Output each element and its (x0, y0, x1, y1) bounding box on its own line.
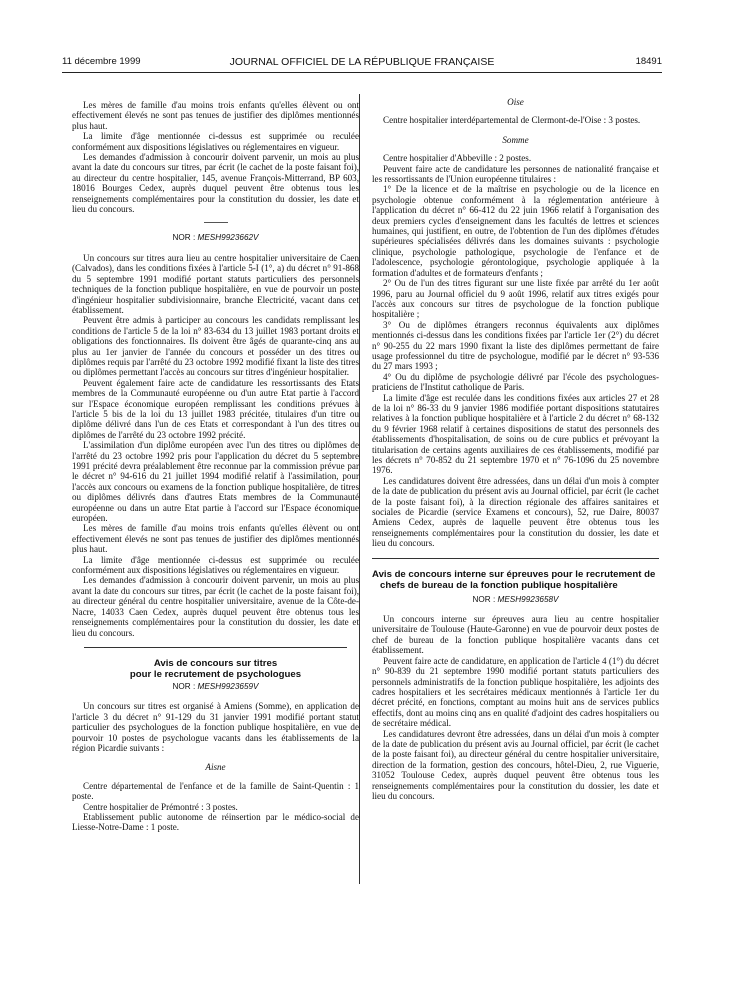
nor-label: NOR : (172, 233, 196, 243)
region-heading: Aisne (205, 762, 226, 773)
separator (204, 222, 228, 223)
left-column (72, 100, 359, 833)
paragraph: Les candidatures devront être adressées, dans un délai d'un mois à compter de la date de publication du présent avis au Journal officiel, par écrit (le cachet de la poste faisant foi), au directeur général du centre hospitalier universitaire, direction de la formation, gestion des concours, hôtel-Dieu, 2, rue Viguerie, 31052 Toulouse Cedex, auprès duquel peuvent être obtenus tous les renseignements complémentaires pour la constitution du dossier, les date et lieu du concours. (372, 728, 659, 801)
page-header (62, 56, 662, 73)
right-column (372, 97, 659, 801)
paragraph: Un concours sur titres est organisé à Amiens (Somme), en application de l'article 3 du décret n° 91-129 du 31 janvier 1991 modifié portant statut particulier des psychologues de la fonction publique hospitalière, en vue de pourvoir 10 postes de psychologue vacants dans les établissements de la région Picardie suivants : (72, 701, 359, 753)
paragraph: 2° Ou de l'un des titres figurant sur une liste fixée par arrêté du 1er août 1996, paru au Journal officiel du 9 août 1996, relatif aux titres exigés pour l'accès aux concours sur titres de psychologue de la fonction publique hospitalière ; (372, 278, 659, 320)
nor-label: NOR : (172, 681, 196, 691)
region-heading: Somme (502, 134, 529, 145)
list-item: Centre hospitalier interdépartemental de Clermont-de-l'Oise : 3 postes. (383, 115, 641, 126)
paragraph: L'assimilation d'un diplôme européen avec l'un des titres ou diplômes de l'arrêté du 23 octobre 1992 pris pour l'application du décret du 5 septembre 1991 précité devra préalablement être reconnue par la commission prévue par le décret n° 94-616 du 21 juillet 1994 modifié relatif à l'assimilation, pour l'accès aux concours ou examens de la fonction publique hospitalière, de titres ou diplômes délivrés dans d'autres Etats membres de la Communauté européenne ou dans un autre Etat partie à l'accord sur l'Espace économique européen. (72, 440, 359, 524)
list-item: Centre hospitalier d'Abbeville : 2 postes. (383, 153, 532, 164)
section-title-line: Avis de concours sur titres (153, 657, 278, 669)
region-heading: Oise (507, 97, 524, 107)
paragraph: La limite d'âge est reculée dans les conditions fixées aux articles 27 et 28 de la loi n° 86-33 du 9 janvier 1986 modifiée portant dispositions statutaires relatives à la fonction publique hospitalière et à l'article 2 du décret n° 68-132 du 9 février 1968 relatif à certaines dispositions de statut des personnels des établissements d'hospitalisation, de soins ou de cure publics et prévoyant la titularisation de certains agents auxiliaires de ces établissements, modifié par les décrets n° 70-852 du 21 septembre 1970 et n° 76-1096 du 25 novembre 1976. (372, 392, 659, 476)
page-number: 18491 (635, 56, 662, 67)
paragraph: 4° Ou du diplôme de psychologie délivré par l'école des psychologues-praticiens de l'Institut catholique de Paris. (372, 371, 659, 393)
nor-reference (72, 233, 359, 243)
nor-code: MESH9923658V (497, 594, 559, 604)
paragraph: Les candidatures doivent être adressées, dans un délai d'un mois à compter de la date de publication du présent avis au Journal officiel, par écrit (le cachet de la poste faisant foi), à la direction régionale des affaires sanitaires et sociales de Picardie (service Examens et concours), 52, rue Daire, 80037 Amiens Cedex, auprès de laquelle peuvent être obtenus tous les renseignements complémentaires pour la constitution du dossier, les date et lieu du concours. (372, 475, 659, 549)
paragraph: Un concours sur titres aura lieu au centre hospitalier universitaire de Caen (Calvados), dans les conditions fixées à l'article 5-I (1°, a) du décret n° 91-868 du 5 septembre 1991 modifié portant statuts particuliers des personnels techniques de la fonction publique hospitalière, en vue de pourvoir un poste d'ingénieur hospitalier subdivisionnaire, branche Electricité, vacant dans cet établissement. (72, 252, 359, 315)
nor-code: MESH9923662V (197, 233, 259, 243)
section-title: Avis de concours interne sur épreuves pour le recrutement de chefs de bureau de la fonction publique hospitalière (372, 568, 656, 591)
paragraph: 3° Ou de diplômes étrangers reconnus équivalents aux diplômes mentionnés ci-dessus dans les conditions fixées par l'article 1er (2°) du décret n° 90-255 du 22 mars 1990 fixant la liste des diplômes permettant de faire usage professionnel du titre de psychologue, modifié par le décret n° 93-536 du 27 mars 1993 ; (372, 319, 659, 372)
paragraph: Peuvent faire acte de candidature les personnes de nationalité française et les ressortissants de l'Union européenne titulaires : (372, 163, 659, 185)
list-item: Etablissement public autonome de réinsertion par le médico-social de Liesse-Notre-Dame : 1 poste. (72, 811, 359, 833)
paragraph: La limite d'âge mentionnée ci-dessus est supprimée ou reculée conformément aux dispositions législatives ou réglementaires en vigueur. (72, 554, 359, 576)
nor-reference (72, 682, 359, 692)
nor-code: MESH9923659V (197, 681, 259, 691)
section-rule (372, 558, 659, 559)
paragraph: Les mères de famille d'au moins trois enfants qu'elles élèvent ou ont effectivement élevés ne sont pas tenues de justifier des diplômes mentionnés plus haut. (72, 100, 359, 131)
paragraph: Peuvent faire acte de candidature, en application de l'article 4 (1°) du décret n° 90-839 du 21 septembre 1990 modifié portant statuts particuliers des personnels administratifs de la fonction publique hospitalière, les adjoints des cadres hospitaliers et les secrétaires médicaux mentionnés à l'article 1er du décret précité, en fonctions, comptant au moins huit ans de services publics effectifs, dont au moins cinq ans en qualité d'adjoint des cadres hospitaliers ou de secrétaire médical. (372, 655, 659, 729)
paragraph: Les demandes d'admission à concourir doivent parvenir, un mois au plus avant la date du concours sur titres, par écrit (le cachet de la poste faisant foi), au directeur du centre hospitalier, 145, avenue François-Mitterrand, BP 603, 18016 Bourges Cedex, auprès duquel peuvent être obtenus tous les renseignements complémentaires pour la constitution du dossier, les date et lieu du concours. (72, 152, 359, 215)
column-divider (359, 94, 360, 884)
section-title-line: pour le recrutement de psychologues (129, 668, 302, 680)
paragraph: Un concours interne sur épreuves aura lieu au centre hospitalier universitaire de Toulouse (Haute-Garonne) en vue de pourvoir deux postes de chef de bureau de la fonction publique hospitalière vacants dans cet établissement. (372, 614, 659, 656)
nor-reference (372, 595, 659, 605)
issue-date: 11 décembre 1999 (62, 56, 141, 67)
section-title (72, 658, 359, 680)
paragraph: 1° De la licence et de la maîtrise en psychologie ou de la licence en psychologie obtenue conformément à la réglementation antérieure à l'application du décret n° 66-412 du 22 juin 1966 relatif à l'organisation des deux premiers cycles d'enseignement dans les facultés de lettres et sciences humaines, qui justifient, en outre, de l'obtention de l'un des diplômes d'études supérieures spécialisées délivrés dans les domaines suivants : psychologie clinique, psychologie pathologique, psychologie de l'enfance et de l'adolescence, psychologie gérontologique, psychologie appliquée à la formation d'adultes et de formateurs d'enfants ; (372, 184, 659, 278)
paragraph: Peuvent être admis à participer au concours les candidats remplissant les conditions de l'article 5 de la loi n° 83-634 du 13 juillet 1983 portant droits et obligations des fonctionnaires. Ils doivent être âgés de quarante-cinq ans au plus au 1er janvier de l'année du concours et posséder un des titres ou diplômes requis par l'arrêté du 23 octobre 1992 modifié fixant la liste des titres ou diplômes permettant l'accès au concours sur titres d'ingénieur hospitalier. (72, 315, 359, 378)
section-rule (84, 647, 347, 648)
paragraph: Les mères de famille d'au moins trois enfants qu'elles élèvent ou ont effectivement élevés ne sont pas tenues de justifier des diplômes mentionnés plus haut. (72, 523, 359, 555)
list-item: Centre hospitalier de Prémontré : 3 postes. (83, 801, 238, 812)
paragraph: La limite d'âge mentionnée ci-dessus est supprimée ou reculée conformément aux dispositions législatives ou réglementaires en vigueur. (72, 131, 359, 152)
paragraph: Peuvent également faire acte de candidature les ressortissants des Etats membres de la Communauté européenne ou d'un autre Etat partie à l'accord sur l'Espace économique européen remplissant les conditions prévues à l'article 5 bis de la loi du 13 juillet 1983 précitée, titulaires d'un titre ou diplôme délivré dans l'un de ces Etats et correspondant à l'un des titres ou diplômes de l'arrêté du 23 octobre 1992 précité. (72, 377, 359, 440)
nor-label: NOR : (472, 594, 496, 604)
journal-title: JOURNAL OFFICIEL DE LA RÉPUBLIQUE FRANÇAISE (229, 56, 495, 68)
list-item: Centre départemental de l'enfance et de la famille de Saint-Quentin : 1 poste. (72, 780, 359, 802)
paragraph: Les demandes d'admission à concourir doivent parvenir, un mois au plus avant la date du concours sur titres, par écrit (le cachet de la poste faisant foi), au directeur général du centre hospitalier universitaire, avenue de la Côte-de-Nacre, 14033 Caen Cedex, auprès duquel peuvent être obtenus tous les renseignements complémentaires pour la constitution du dossier, les date et lieu du concours. (72, 575, 359, 638)
